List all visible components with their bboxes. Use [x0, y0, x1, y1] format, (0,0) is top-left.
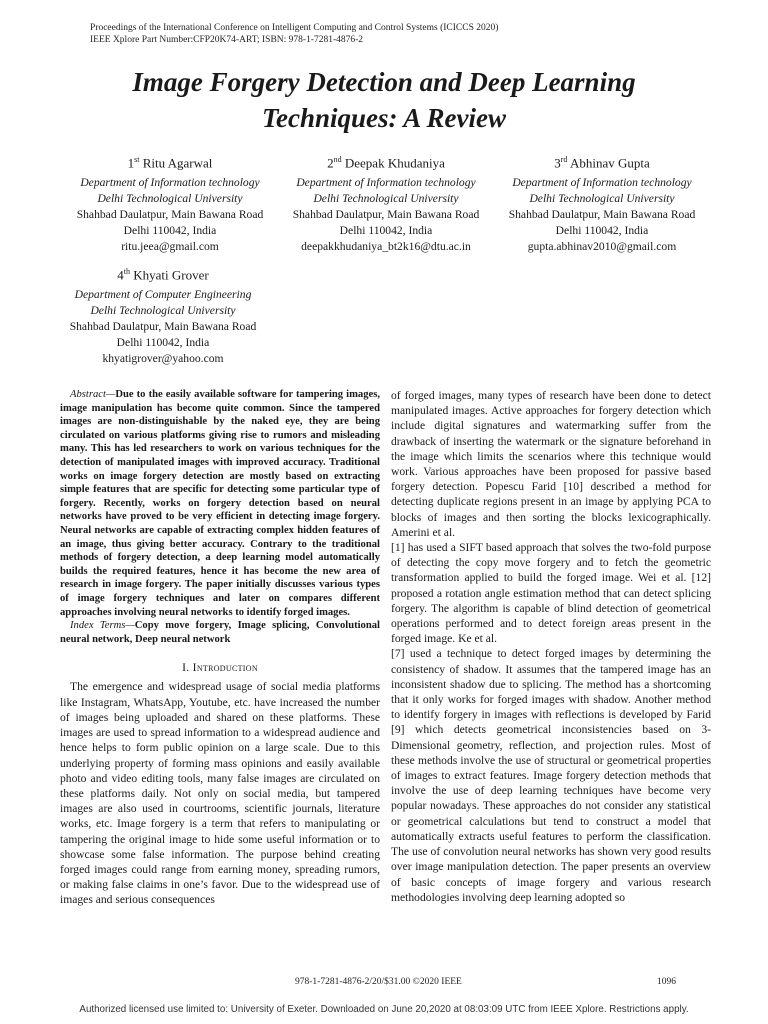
abstract	[60, 388, 380, 619]
author-department: Department of Computer Engineering	[74, 288, 252, 302]
right-column	[391, 388, 711, 905]
author-ordinal: 2	[327, 155, 334, 171]
paper-title	[60, 64, 708, 136]
author-department: Department of Information technology	[296, 176, 476, 190]
author-city: Delhi 110042, India	[116, 336, 210, 350]
author-block-2	[266, 150, 506, 255]
author-block-3	[482, 150, 722, 255]
author-department: Department of Information technology	[80, 176, 260, 190]
author-name: Abhinav Gupta	[569, 155, 650, 171]
author-block-4	[43, 262, 283, 367]
author-ordinal: 1	[127, 155, 135, 171]
author-address: Shahbad Daulatpur, Main Bawana Road	[508, 208, 696, 222]
left-column	[60, 388, 380, 908]
proceedings-header	[90, 22, 498, 46]
author-email: khyatigrover@yahoo.com	[102, 352, 224, 366]
section-title: Introduction	[192, 661, 258, 675]
author-email: ritu.jeea@gmail.com	[121, 240, 219, 254]
author-block-1	[50, 150, 290, 255]
title-line-2: Techniques: A Review	[261, 103, 506, 133]
abstract-text: Due to the easily available software for tampering images, image manipulation has become quite common. Since the tampered images are non-distinguishable by the naked eye, they are being circulated on various platforms giving rise to rumors and misleading many. This has led researchers to work on various techniques for the detection of manipulated images with improved accuracy. Traditional works on image forgery detection are mostly based on extracting simple features that are specific for detecting some particular type of forgery. Recently, works on forgery detection based on neural networks have proved to be very efficient in detecting image forgery. Neural networks are capable of extracting complex hidden features of an image, thus giving better accuracy. Contrary to the traditional methods of forgery detection, a deep learning model automatically builds the required features, hence it has become the new area of research in image forgery. The paper initially discusses various types of image forgery techniques and later on compares different approaches involving neural networks to identify forged images.	[60, 389, 380, 618]
footer-copyright: 978-1-7281-4876-2/20/$31.00 ©2020 IEEE	[295, 977, 462, 987]
index-terms-dash: —	[125, 620, 135, 632]
author-email: gupta.abhinav2010@gmail.com	[527, 240, 677, 254]
abstract-label: Abstract	[70, 389, 106, 400]
licence-notice: Authorized licensed use limited to: University of Exeter. Downloaded on June 20,2020 at 08:03:09 UTC from IEEE Xplore. Restrictions apply.	[79, 1004, 689, 1015]
author-ordinal: 4	[117, 267, 124, 283]
author-address: Shahbad Daulatpur, Main Bawana Road	[76, 208, 264, 222]
author-name: Khyati Grover	[133, 267, 209, 283]
author-university: Delhi Technological University	[97, 192, 243, 206]
author-ordinal-suffix: nd	[333, 155, 342, 164]
proceedings-title: Proceedings of the International Conference on Intelligent Computing and Control Systems (ICICCS 2020)	[90, 23, 499, 33]
intro-paragraph-left: The emergence and widespread usage of social media platforms like Instagram, WhatsApp, Youtube, etc. have increased the number of images being uploaded and shared on these platforms. These images are used to spread information to a widespread audience and hence helps to form public opinion on a large scale. Due to this underlying property of forming mass opinions and easily available photo and video editing tools, many false images are circulated on these platforms daily. Not only on social media, but tampered images are also used in courtrooms, scientific journals, literature works, etc. Image forgery is a term that refers to manipulating or tampering the original image to hide some useful information or to showcase some false information. The purpose behind creating forged images could range from earning money, spreading rumors, or making false claims in one’s favor. Due to the widespread use of images and serious consequences	[60, 680, 380, 907]
intro-paragraph-right-1: of forged images, many types of research have been done to detect manipulated images. Active approaches for forgery detection which include digital signatures and watermarking suffer from the drawback of inserting the watermark or the signature beforehand in the image which limits the scenarios where this technique would work. Various approaches have been proposed for passive based forgery detection. Popescu Farid [10] described a method for detecting duplicate regions present in an image by applying PCA to blocks of images and then sorting the blocks lexicographically. Amerini et al.	[391, 389, 711, 539]
author-university: Delhi Technological University	[313, 192, 459, 206]
author-city: Delhi 110042, India	[123, 224, 217, 238]
index-terms-label: Index Terms	[70, 620, 126, 632]
author-address: Shahbad Daulatpur, Main Bawana Road	[292, 208, 480, 222]
author-university: Delhi Technological University	[90, 304, 236, 318]
author-ordinal-suffix: st	[134, 155, 140, 164]
page-number: 1096	[657, 977, 676, 987]
index-terms-text: Copy move forgery, Image splicing, Convolutional neural network, Deep neural network	[60, 620, 380, 645]
section-number: I.	[182, 661, 190, 675]
abstract-dash: —	[105, 389, 116, 400]
author-name: Ritu Agarwal	[142, 155, 213, 171]
author-city: Delhi 110042, India	[339, 224, 433, 238]
author-department: Department of Information technology	[512, 176, 692, 190]
part-number: IEEE Xplore Part Number:CFP20K74-ART; ISBN: 978-1-7281-4876-2	[90, 35, 364, 45]
author-email: deepakkhudaniya_bt2k16@dtu.ac.in	[301, 240, 471, 254]
index-terms	[60, 619, 380, 646]
author-address: Shahbad Daulatpur, Main Bawana Road	[69, 320, 257, 334]
author-ordinal-suffix: rd	[560, 155, 568, 164]
title-line-1: Image Forgery Detection and Deep Learning	[132, 67, 636, 97]
author-university: Delhi Technological University	[529, 192, 675, 206]
intro-paragraph-right-3: [7] used a technique to detect forged images by determining the consistency of shadow. It assumes that the tampered image has an inconsistent shadow due to splicing. The method has a shortcoming that it only works for forged images with shadow. Another method to identify forgery in images with reflections is developed by Farid [9] which detects geometrical inconsistencies based on 3-Dimensional geometry, reflection, and projection rules. Most of these methods involve the use of structural or geometrical properties of images to extract features. Image forgery detection methods that involve the use of deep learning techniques have become very popular nowadays. These approaches do not consider any statistical or geometrical calculations but tend to construct a model that automatically extracts useful features to perform the classification. The use of convolution neural networks has shown very good results over image manipulation detection. The paper presents an overview of basic concepts of image forgery and various research methodologies involving deep learning adopted so	[391, 647, 711, 904]
author-city: Delhi 110042, India	[555, 224, 649, 238]
intro-paragraph-right-2: [1] has used a SIFT based approach that solves the two-fold purpose of detecting the copy move forgery and to fetch the geometric transformation applied to build the forged image. Wei et al. [12] proposed a rotation angle estimation method that can detect splicing forgery. The algorithm is capable of blind detection of geometrical operations performed and to detect foreign areas present in the forged image. Ke et al.	[391, 541, 711, 646]
author-name: Deepak Khudaniya	[344, 155, 445, 171]
author-ordinal-suffix: th	[123, 267, 131, 276]
author-ordinal: 3	[554, 155, 561, 171]
section-heading	[60, 660, 380, 675]
